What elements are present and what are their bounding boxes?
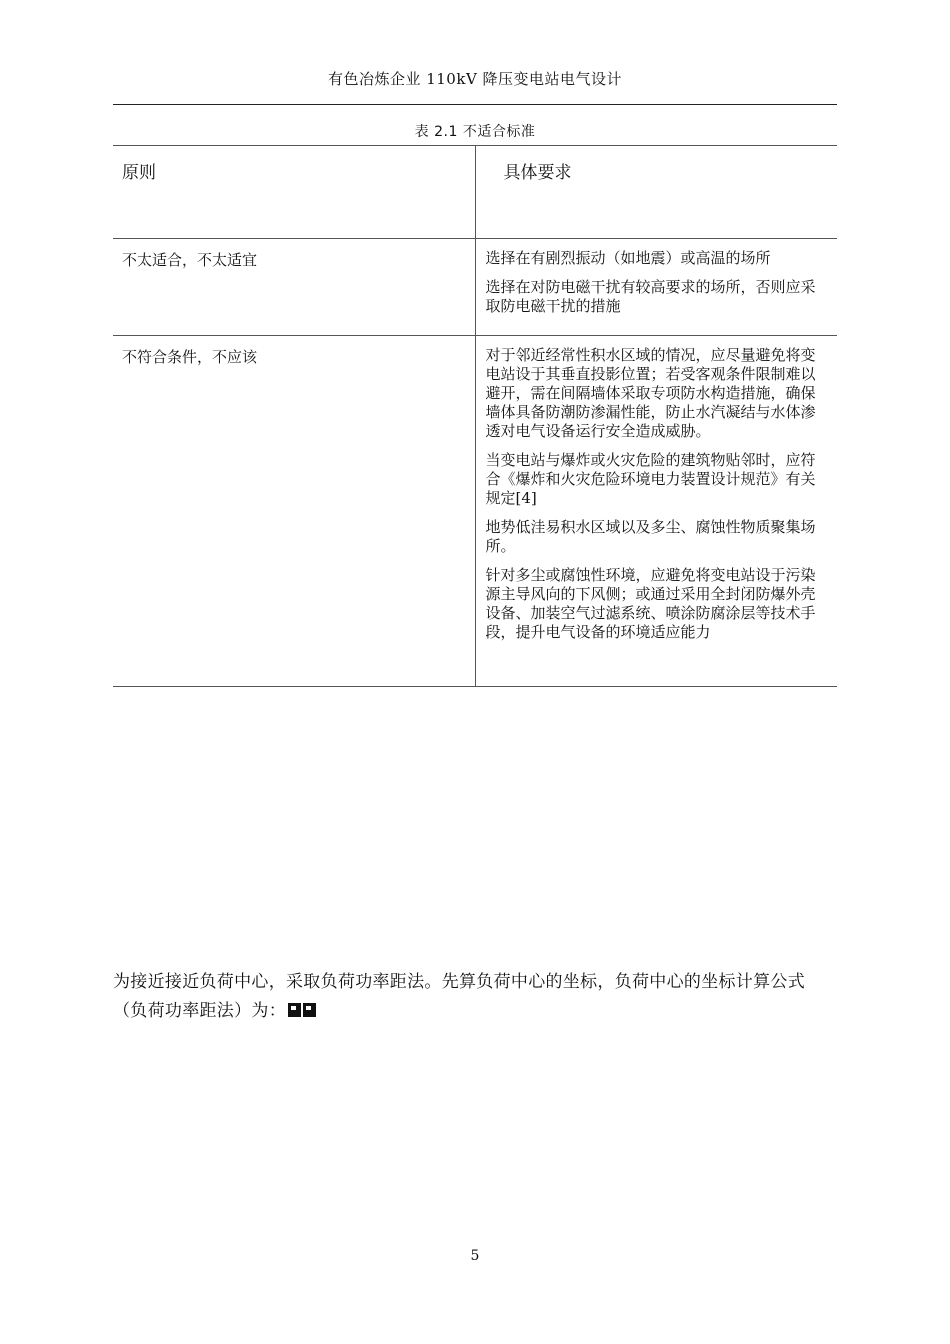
paragraph-text: 为接近接近负荷中心，采取负荷功率距法。先算负荷中心的坐标，负荷中心的坐标计算公式（负荷功率距法）为： [113,972,805,1021]
body-paragraph [113,968,837,1026]
requirements-cell [475,239,837,336]
table-caption: 表 2.1 不适合标准 [414,124,536,140]
table-header-row [113,146,837,239]
table-row [113,336,837,687]
column-header-principle: 原则 [113,146,475,239]
principle-cell: 不符合条件，不应该 [113,336,475,687]
requirement-item: 选择在有剧烈振动（如地震）或高温的场所 [485,249,771,267]
requirement-item: 选择在对防电磁干扰有较高要求的场所，否则应采取防电磁干扰的措施 [485,278,816,315]
running-header: 有色冶炼企业 110kV 降压变电站电气设计 [327,70,623,88]
missing-formula-icon [303,1003,316,1017]
header-rule [113,104,837,105]
siting-standards-table [113,145,837,687]
requirement-item: 针对多尘或腐蚀性环境，应避免将变电站设于污染源主导风向的下风侧；或通过采用全封闭防爆外壳设备、加装空气过滤系统、喷涂防腐涂层等技术手段，提升电气设备的环境适应能力 [485,566,816,641]
page-number: 5 [470,1248,480,1264]
table-row [113,239,837,336]
requirements-cell [475,336,837,687]
column-header-requirements: 具体要求 [475,146,837,239]
requirement-item: 当变电站与爆炸或火灾危险的建筑物贴邻时，应符合《爆炸和火灾危险环境电力装置设计规范》有关规定[4] [485,451,816,507]
missing-formula-icon [288,1003,301,1017]
requirement-item: 对于邻近经常性积水区域的情况，应尽量避免将变电站设于其垂直投影位置；若受客观条件限制难以避开，需在间隔墙体采取专项防水构造措施，确保墙体具备防潮防渗漏性能，防止水汽凝结与水体渗透对电气设备运行安全造成威胁。 [485,346,816,440]
principle-cell: 不太适合，不太适宜 [113,239,475,336]
requirement-item: 地势低洼易积水区域以及多尘、腐蚀性物质聚集场所。 [485,518,816,555]
